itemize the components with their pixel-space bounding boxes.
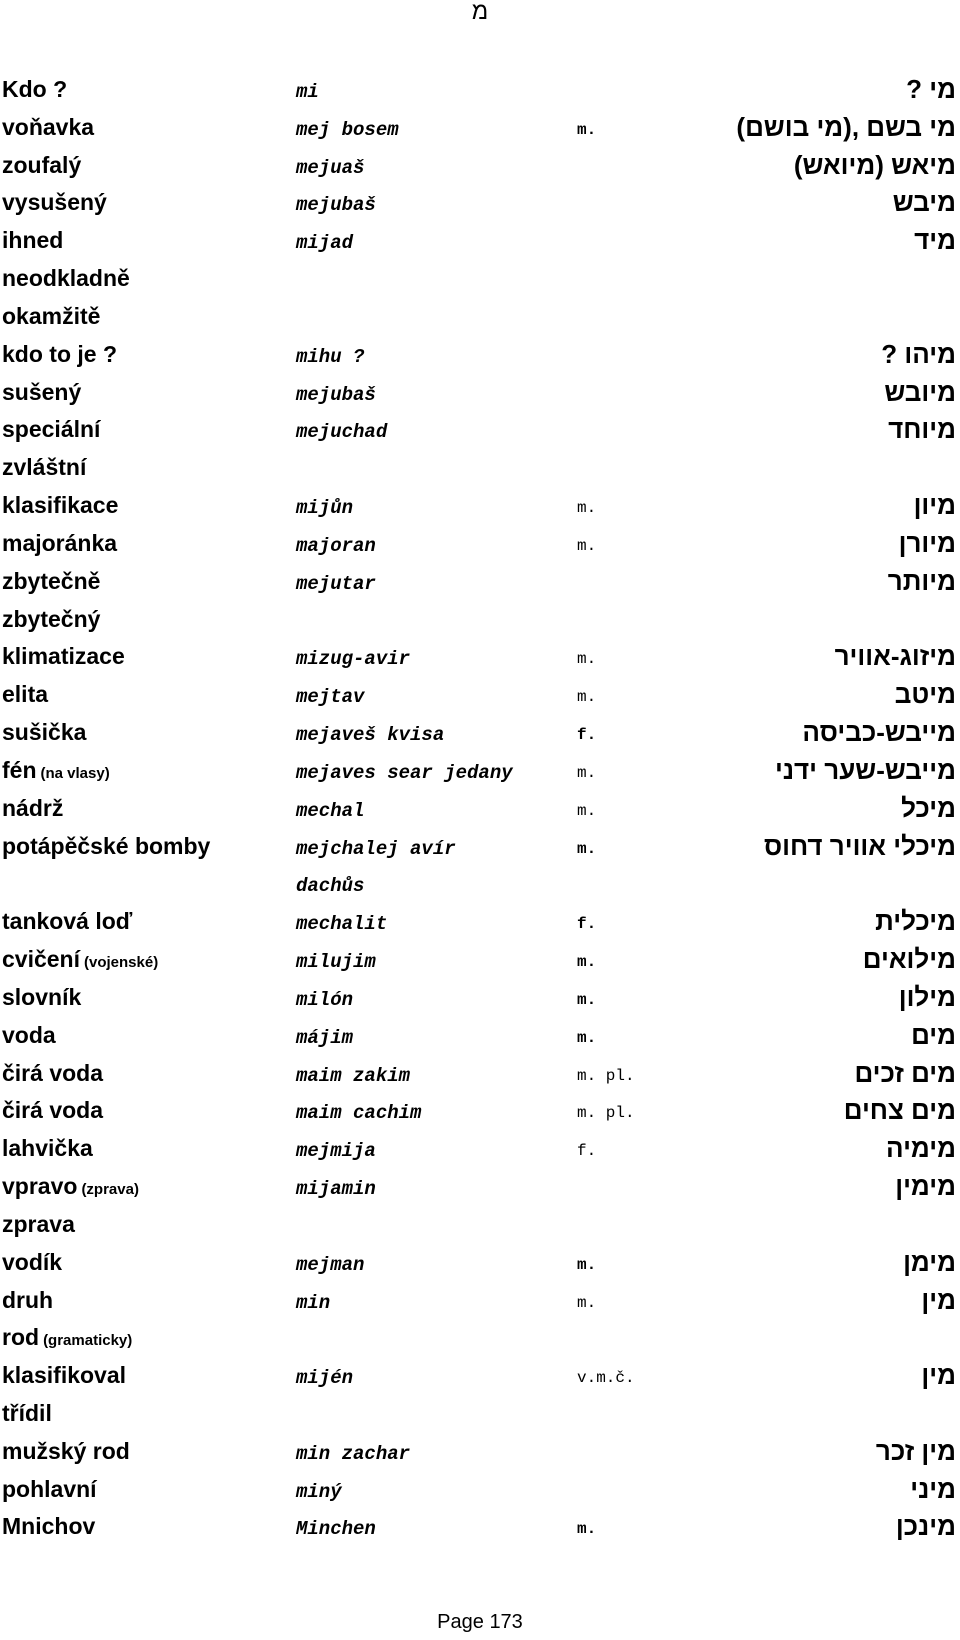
dictionary-entry-row — [0, 827, 960, 865]
czech-term — [2, 833, 210, 859]
hebrew-term: מילון — [898, 981, 956, 1012]
czech-term — [2, 795, 63, 821]
dictionary-entry-row — [0, 713, 960, 751]
transliteration: mejchalej avír — [296, 837, 456, 860]
transliteration: Minchen — [296, 1518, 376, 1541]
hebrew-term: מיון — [913, 490, 956, 521]
hebrew-term: מיטב — [894, 679, 956, 710]
czech-term-text: rod — [2, 1324, 40, 1351]
czech-term-text: cvičení — [2, 946, 80, 973]
transliteration: min — [296, 1291, 331, 1314]
grammar-tag: f. — [577, 915, 597, 934]
grammar-tag: m. — [577, 1293, 597, 1312]
czech-term-text: kdo to je ? — [2, 340, 117, 367]
czech-term-text: vodík — [2, 1248, 63, 1275]
czech-term — [2, 568, 100, 594]
dictionary-entry-row — [0, 373, 960, 411]
transliteration: mejutar — [296, 572, 376, 595]
czech-term — [2, 681, 48, 707]
czech-term-text: pohlavní — [2, 1475, 97, 1502]
grammar-tag: v.m.č. — [577, 1369, 635, 1388]
page-header-letter: מ — [471, 0, 489, 25]
czech-term-text: elita — [2, 681, 49, 708]
transliteration: mejuaš — [296, 156, 365, 179]
transliteration: mechalit — [296, 913, 388, 936]
dictionary-entry-row — [0, 1016, 960, 1054]
dictionary-entry-row — [0, 1205, 960, 1243]
czech-term — [2, 1400, 52, 1426]
hebrew-term: מי ? — [906, 74, 956, 104]
czech-term — [2, 1060, 103, 1086]
czech-term-text: sušička — [2, 719, 87, 746]
czech-term — [2, 1287, 53, 1313]
czech-term — [2, 454, 86, 480]
dictionary-entry-row — [0, 1394, 960, 1432]
grammar-tag: m. — [577, 953, 597, 972]
czech-term-text: zbytečně — [2, 567, 101, 594]
czech-term-text: slovník — [2, 983, 82, 1010]
czech-term — [2, 152, 81, 178]
transliteration: milujim — [296, 951, 376, 974]
grammar-tag: m. — [577, 536, 597, 555]
grammar-tag: m. — [577, 499, 597, 518]
czech-term — [2, 1249, 62, 1275]
hebrew-term: מיהו ? — [881, 338, 956, 369]
czech-term — [2, 76, 67, 102]
hebrew-term: מיני — [910, 1473, 956, 1504]
grammar-tag: m. — [577, 688, 597, 707]
dictionary-entry-row — [0, 637, 960, 675]
transliteration: min zachar — [296, 1442, 411, 1465]
czech-term-text: sušený — [2, 378, 82, 405]
hebrew-term: מיובש — [884, 376, 956, 407]
transliteration: mejman — [296, 1253, 365, 1276]
dictionary-entry-row — [0, 675, 960, 713]
czech-term-text: zoufalý — [2, 151, 82, 178]
czech-term — [2, 643, 125, 669]
grammar-tag: m. — [577, 1255, 597, 1274]
transliteration: mijamin — [296, 1178, 376, 1201]
hebrew-term: מיכלי אוויר דחוס — [763, 830, 956, 861]
grammar-tag: m. pl. — [577, 1066, 635, 1085]
czech-term-text: voňavka — [2, 113, 95, 140]
hebrew-term: מין — [921, 1360, 956, 1391]
dictionary-entry-row — [0, 562, 960, 600]
hebrew-term: מיורן — [898, 527, 956, 558]
czech-term-text: fén — [2, 756, 37, 783]
grammar-tag: m. — [577, 650, 597, 669]
czech-term — [2, 303, 100, 329]
hebrew-term: מינכן — [895, 1511, 956, 1542]
transliteration: mejaveš kvisa — [296, 724, 445, 747]
grammar-tag: f. — [577, 726, 597, 745]
dictionary-entry-row — [0, 1129, 960, 1167]
dictionary-entry-row — [0, 1507, 960, 1545]
czech-term-text: vysušený — [2, 189, 107, 216]
czech-term — [2, 606, 100, 632]
czech-term-text: Kdo ? — [2, 76, 68, 102]
czech-term — [2, 227, 63, 253]
dictionary-entry-row — [0, 221, 960, 259]
czech-term — [2, 757, 110, 787]
czech-term-text: neodkladně — [2, 265, 130, 292]
grammar-tag: m. — [577, 801, 597, 820]
dictionary-entry-row — [0, 864, 960, 902]
czech-term — [2, 1135, 93, 1161]
czech-term-note: (zprava) — [81, 1181, 139, 1199]
dictionary-entry-row — [0, 524, 960, 562]
czech-term — [2, 341, 117, 367]
czech-term-text: čirá voda — [2, 1097, 103, 1124]
hebrew-term: מים זכים — [854, 1057, 956, 1088]
transliteration: mechal — [296, 799, 365, 822]
transliteration: mihu ? — [296, 345, 365, 368]
dictionary-entry-row — [0, 259, 960, 297]
czech-term — [2, 416, 100, 442]
czech-term — [2, 114, 94, 140]
transliteration: milón — [296, 988, 354, 1011]
czech-term — [2, 908, 132, 934]
dictionary-entry-row — [0, 789, 960, 827]
transliteration: majoran — [296, 534, 376, 557]
transliteration: mejmija — [296, 1140, 376, 1163]
hebrew-term: מיד — [914, 225, 956, 256]
hebrew-term: מייבש-שער ידני — [774, 754, 956, 785]
czech-term — [2, 492, 118, 518]
transliteration: mijůn — [296, 497, 354, 520]
transliteration: mijén — [296, 1367, 354, 1390]
hebrew-term: מיאש (מיואש) — [793, 149, 956, 180]
czech-term-note: (vojenské) — [84, 954, 159, 972]
dictionary-entry-row — [0, 978, 960, 1016]
czech-term-text: okamžitě — [2, 302, 101, 329]
czech-term-note: (gramaticky) — [43, 1332, 133, 1350]
dictionary-entry-row — [0, 183, 960, 221]
dictionary-entry-row — [0, 70, 960, 108]
czech-term-text: Mnichov — [2, 1513, 96, 1540]
czech-term — [2, 1438, 130, 1464]
czech-term-note: (na vlasy) — [40, 764, 110, 782]
hebrew-term: מימן — [903, 1246, 956, 1277]
grammar-tag: f. — [577, 1142, 597, 1161]
czech-term-text: třídil — [2, 1399, 52, 1426]
czech-term-text: mužský rod — [2, 1437, 130, 1464]
grammar-tag: m. — [577, 990, 597, 1009]
dictionary-entry-row — [0, 335, 960, 373]
czech-term-text: vpravo — [2, 1173, 78, 1200]
transliteration: dachůs — [296, 875, 365, 898]
transliteration: májim — [296, 1026, 354, 1049]
dictionary-entry-row — [0, 297, 960, 335]
czech-term — [2, 946, 158, 976]
hebrew-term: מי בשם ,(מי בושם) — [736, 111, 956, 142]
page-number: Page 173 — [437, 1611, 523, 1633]
czech-term-text: zbytečný — [2, 605, 101, 632]
hebrew-term: מים צחים — [843, 1095, 956, 1126]
czech-term — [2, 1324, 132, 1354]
hebrew-term: מיכל — [901, 792, 956, 823]
czech-term — [2, 719, 86, 745]
transliteration: mejubaš — [296, 383, 376, 406]
hebrew-term: מיותר — [887, 565, 956, 596]
transliteration: mizug-avir — [296, 648, 411, 671]
czech-term-text: čirá voda — [2, 1059, 103, 1086]
dictionary-entry-row — [0, 902, 960, 940]
hebrew-term: מיזוג-אוויר — [834, 641, 956, 672]
dictionary-entry-row — [0, 146, 960, 184]
czech-term — [2, 265, 130, 291]
czech-term-text: voda — [2, 1021, 56, 1048]
dictionary-entry-row — [0, 1167, 960, 1205]
hebrew-term: מיכלית — [875, 906, 956, 937]
hebrew-term: מיוחד — [888, 414, 956, 445]
grammar-tag: m. pl. — [577, 1104, 635, 1123]
transliteration: mijad — [296, 232, 354, 255]
czech-term-text: klasifikace — [2, 492, 119, 519]
czech-term — [2, 1097, 103, 1123]
dictionary-entry-row — [0, 1356, 960, 1394]
transliteration: maim cachim — [296, 1102, 422, 1125]
czech-term-text: zvláštní — [2, 454, 87, 481]
grammar-tag: m. — [577, 763, 597, 782]
grammar-tag: m. — [577, 839, 597, 858]
hebrew-term: מין — [921, 1284, 956, 1315]
czech-term-text: tanková loď — [2, 908, 133, 935]
czech-term — [2, 530, 117, 556]
dictionary-entry-row — [0, 1432, 960, 1470]
dictionary-entry-row — [0, 1470, 960, 1508]
czech-term — [2, 1476, 97, 1502]
dictionary-entry-row — [0, 1054, 960, 1092]
dictionary-entry-row — [0, 940, 960, 978]
czech-term — [2, 1513, 95, 1539]
czech-term — [2, 189, 107, 215]
transliteration: mi — [296, 81, 319, 103]
czech-term — [2, 1022, 56, 1048]
dictionary-entry-row — [0, 410, 960, 448]
czech-term-text: lahvička — [2, 1135, 93, 1162]
czech-term-text: nádrž — [2, 794, 64, 821]
dictionary-entry-row — [0, 1243, 960, 1281]
czech-term — [2, 1362, 126, 1388]
czech-term-text: speciální — [2, 416, 101, 443]
dictionary-entry-row — [0, 486, 960, 524]
dictionary-entry-row — [0, 448, 960, 486]
transliteration: mejaves sear jedany — [296, 761, 513, 784]
hebrew-term: מימיה — [886, 1133, 956, 1164]
czech-term-text: druh — [2, 1286, 54, 1313]
czech-term-text: ihned — [2, 227, 64, 254]
grammar-tag: m. — [577, 1520, 597, 1539]
hebrew-term: מייבש-כביסה — [802, 717, 956, 748]
czech-term-text: zprava — [2, 1210, 75, 1237]
transliteration: mejuchad — [296, 421, 388, 444]
czech-term-text: klimatizace — [2, 643, 125, 670]
czech-term-text: majoránka — [2, 529, 118, 556]
dictionary-entry-row — [0, 600, 960, 638]
transliteration: maim zakim — [296, 1064, 411, 1087]
dictionary-entries — [0, 70, 960, 1545]
transliteration: mej bosem — [296, 118, 399, 141]
czech-term — [2, 984, 81, 1010]
dictionary-entry-row — [0, 751, 960, 789]
czech-term — [2, 1173, 139, 1203]
dictionary-entry-row — [0, 1318, 960, 1356]
transliteration: miný — [296, 1480, 342, 1503]
hebrew-term: מימין — [895, 1171, 956, 1202]
hebrew-term: מין זכר — [875, 1435, 956, 1466]
hebrew-term: מים — [911, 1019, 956, 1050]
hebrew-term: מילואים — [862, 944, 956, 975]
czech-term-text: potápěčské bomby — [2, 832, 211, 859]
transliteration: mejtav — [296, 686, 365, 709]
grammar-tag: m. — [577, 1028, 597, 1047]
czech-term — [2, 379, 81, 405]
czech-term — [2, 1211, 75, 1237]
dictionary-entry-row — [0, 1091, 960, 1129]
dictionary-entry-row — [0, 108, 960, 146]
czech-term-text: klasifikoval — [2, 1362, 127, 1389]
hebrew-term: מיבש — [892, 187, 956, 218]
grammar-tag: m. — [577, 120, 597, 139]
dictionary-entry-row — [0, 1281, 960, 1319]
transliteration: mejubaš — [296, 194, 376, 217]
